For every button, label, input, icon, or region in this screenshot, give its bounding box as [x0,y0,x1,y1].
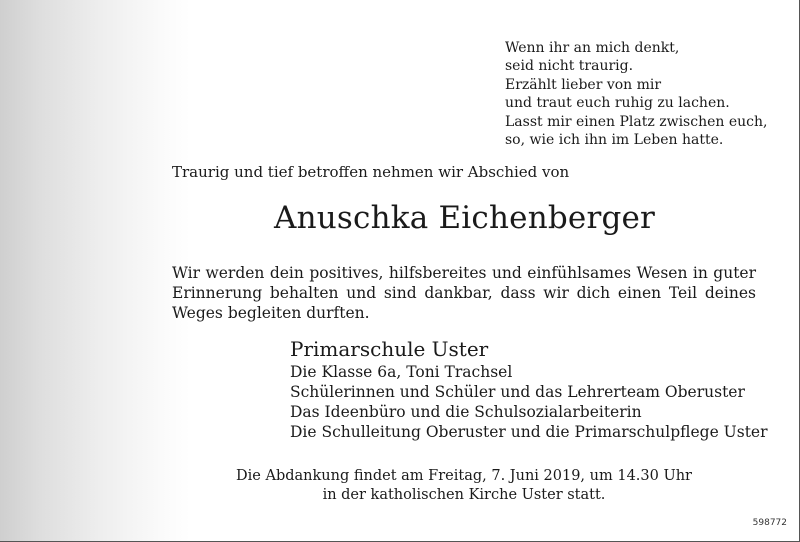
signature-line: Das Ideenbüro und die Schulsozialarbeiterin [290,403,642,421]
signature-line: Schülerinnen und Schüler und das Lehrerteam Oberuster [290,383,745,401]
funeral-line: Die Abdankung findet am Freitag, 7. Juni 2019, um 14.30 Uhr [236,468,692,484]
signature-line: Die Klasse 6a, Toni Trachsel [290,363,513,381]
funeral-info [200,467,728,505]
deceased-name: Anuschka Eichenberger [274,200,656,236]
poem-line: so, wie ich ihn im Leben hatte. [505,132,724,149]
funeral-line: in der katholischen Kirche Uster statt. [322,487,606,503]
poem-line: Lasst mir einen Platz zwischen euch, [505,113,768,130]
signature-line: Die Schulleitung Oberuster und die Primarschulpflege Uster [290,423,768,441]
poem-line: Wenn ihr an mich denkt, [505,40,680,56]
signature-title: Primarschule Uster [290,337,489,361]
message-paragraph: Wir werden dein positives, hilfsbereites und einfühlsames Wesen in guter Erinnerung behalten und sind dankbar, dass wir dich einen Teil deines Weges begleiten durften. [172,264,756,322]
signature-list [290,362,768,442]
poem-line: und traut euch ruhig zu lachen. [505,95,730,112]
poem-line: seid nicht traurig. [505,58,634,75]
reference-number: 598772 [752,518,787,528]
intro-text: Traurig und tief betroffen nehmen wir Abschied von [172,163,570,181]
poem-line: Erzählt lieber von mir [505,76,662,93]
poem [505,39,767,149]
